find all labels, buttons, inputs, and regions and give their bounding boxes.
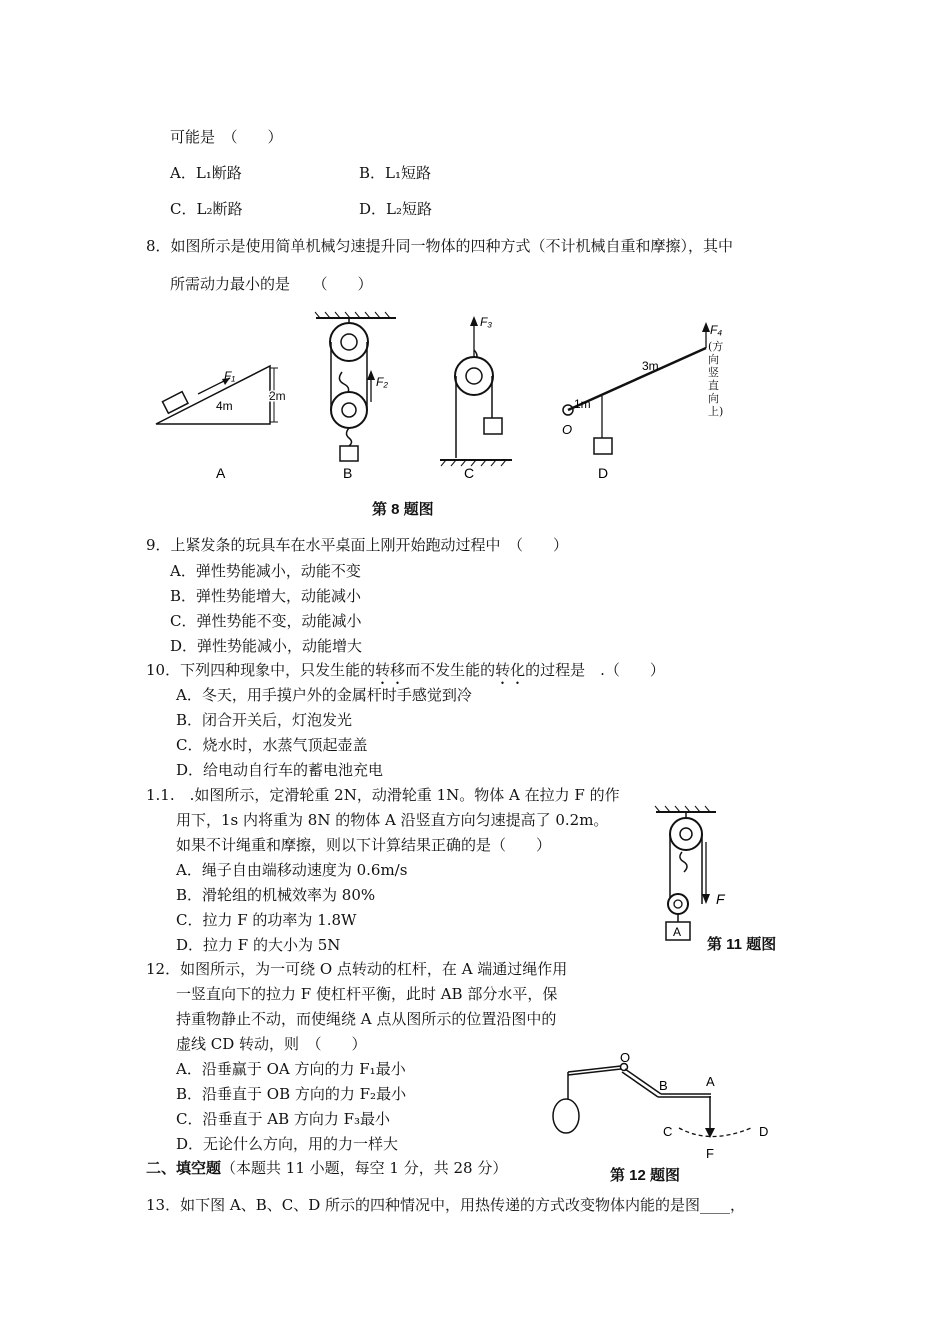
q8-figure	[150, 310, 750, 490]
q10-stem	[146, 660, 665, 688]
q8-a-slope-label: 4m	[216, 399, 233, 413]
q10-option-d: D．给电动自行车的蓄电池充电	[176, 761, 384, 779]
q11-figure-block-label: A	[673, 925, 682, 939]
q12-fig-f-label: F	[706, 1146, 714, 1161]
q8-figure-c	[440, 315, 512, 481]
q11-stem-line1: 1.1. .如图所示，定滑轮重 2N，动滑轮重 1N。物体 A 在拉力 F 的作	[146, 786, 620, 804]
q10-stem-conversion: 转化	[495, 661, 526, 679]
q13-stem-line1: 13．如下图 A、B、C、D 所示的四种情况中，用热传递的方式改变物体内能的是图____，	[146, 1196, 745, 1214]
q12-fig-a-label: A	[706, 1074, 715, 1089]
q7-option-b: B．L₁短路	[359, 164, 431, 182]
q8-d-label: D	[598, 465, 609, 481]
q8-d-short-label: 1m	[574, 397, 591, 411]
q12-caption: 第 12 题图	[610, 1167, 681, 1184]
section2-heading	[146, 1158, 507, 1178]
q7-stem-tail: 可能是 （ ）	[170, 128, 283, 146]
q8-d-long-label: 3m	[642, 359, 659, 373]
q8-d-force-label: F₄	[710, 323, 723, 337]
q8-stem-line1: 8．如图所示是使用简单机械匀速提升同一物体的四种方式（不计机械自重和摩擦），其中	[146, 237, 734, 255]
q8-a-label: A	[216, 465, 226, 481]
q12-option-b: B．沿垂直于 OB 方向的力 F₂最小	[176, 1085, 407, 1103]
q11-figure-force-label: F	[716, 891, 725, 907]
q11-option-c: C．拉力 F 的功率为 1.8W	[176, 911, 357, 929]
q12-stem-line2: 一竖直向下的拉力 F 使杠杆平衡，此时 AB 部分水平，保	[176, 985, 558, 1003]
q8-b-label: B	[343, 465, 353, 481]
section2-note: （本题共 11 小题，每空 1 分，共 28 分）	[221, 1159, 508, 1177]
q10-option-a: A．冬天，用手摸户外的金属杆时手感觉到冷	[176, 686, 472, 704]
q9-option-a: A．弹性势能减小，动能不变	[170, 562, 361, 580]
q12-option-a: A．沿垂赢于 OA 方向的力 F₁最小	[176, 1060, 406, 1078]
q12-stem-line3: 持重物静止不动，而使绳绕 A 点从图所示的位置沿图中的	[176, 1010, 557, 1028]
q12-fig-d-label: D	[759, 1124, 769, 1139]
q7-option-c: C．L₂断路	[170, 200, 243, 218]
q7-option-a: A．L₁断路	[170, 164, 242, 182]
q8-figure-a	[156, 366, 286, 481]
q9-stem: 9．上紧发条的玩具车在水平桌面上刚开始跑动过程中 （ ）	[146, 536, 569, 554]
q8-figure-d	[562, 322, 722, 481]
q8-b-force-label: F₂	[376, 375, 388, 389]
q10-option-c: C．烧水时，水蒸气顶起壶盖	[176, 736, 368, 754]
q10-stem-transfer: 转移	[375, 661, 406, 679]
q12-fig-c-label: C	[663, 1124, 673, 1139]
q8-caption: 第 8 题图	[372, 501, 434, 518]
q11-caption: 第 11 题图	[707, 936, 777, 953]
q10-stem-after: 的过程是 .（ ）	[525, 661, 665, 679]
q12-stem-line4: 虚线 CD 转动，则 （ ）	[176, 1035, 367, 1053]
q12-option-c: C．沿垂直于 AB 方向力 F₃最小	[176, 1110, 391, 1128]
q9-option-d: D．弹性势能减小，动能增大	[170, 637, 363, 655]
q12-fig-o-label: O	[620, 1050, 631, 1065]
q12-option-d: D．无论什么方向，用的力一样大	[176, 1135, 399, 1153]
q9-option-b: B．弹性势能增大，动能减小	[170, 587, 362, 605]
q8-a-height-label: 2m	[269, 389, 286, 403]
q10-option-b: B．闭合开关后，灯泡发光	[176, 711, 353, 729]
section2-title: 二、填空题	[146, 1159, 222, 1177]
q10-stem-mid: 而不发生能的	[405, 661, 496, 679]
q8-c-force-label: F₃	[480, 315, 493, 329]
q10-stem-before: 10．下列四种现象中，只发生能的	[146, 661, 376, 679]
q8-a-force-label: F₁	[224, 369, 236, 383]
q11-figure	[650, 800, 730, 945]
q7-option-d: D．L₂短路	[359, 200, 433, 218]
q8-figure-b	[315, 312, 396, 481]
q8-d-direction-note: (方向竖直向上)	[708, 340, 724, 418]
q11-stem-line2: 用下，1s 内将重为 8N 的物体 A 沿竖直方向匀速提高了 0.2m。	[176, 811, 609, 829]
q11-option-a: A．绳子自由端移动速度为 0.6m/s	[176, 861, 408, 879]
q8-d-pivot-label: O	[562, 422, 573, 437]
q8-c-label: C	[464, 465, 475, 481]
q12-fig-b-label: B	[659, 1078, 668, 1093]
q11-option-b: B．滑轮组的机械效率为 80%	[176, 886, 376, 904]
q12-figure	[545, 1050, 795, 1162]
q8-stem-line2: 所需动力最小的是 （ ）	[170, 275, 373, 293]
q9-option-c: C．弹性势能不变，动能减小	[170, 612, 362, 630]
q12-stem-line1: 12．如图所示，为一可绕 O 点转动的杠杆，在 A 端通过绳作用	[146, 960, 568, 978]
q11-option-d: D．拉力 F 的大小为 5N	[176, 936, 341, 954]
q11-stem-line3: 如果不计绳重和摩擦，则以下计算结果正确的是（ ）	[176, 836, 552, 854]
